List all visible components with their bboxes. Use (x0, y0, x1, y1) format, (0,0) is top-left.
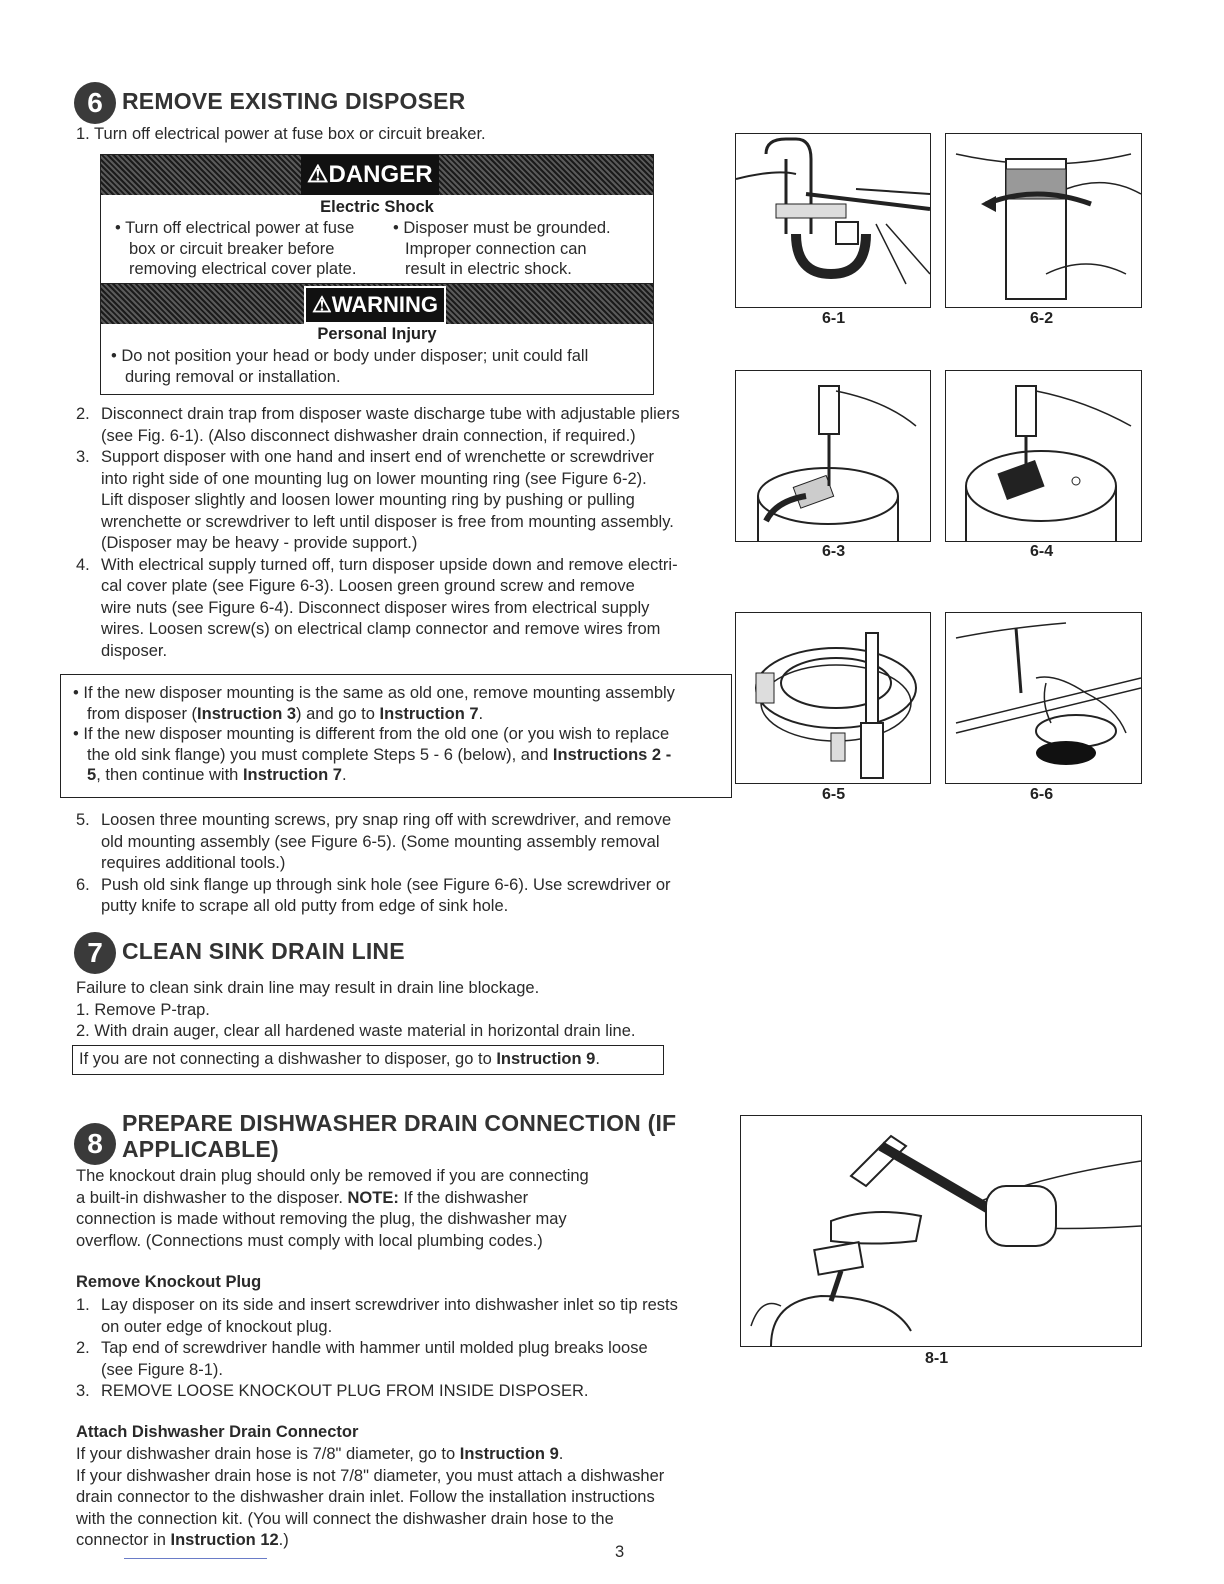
note-label: NOTE: (347, 1188, 399, 1207)
instruction-ref: Instruction 9 (459, 1445, 559, 1463)
note-span: ) and go to (296, 704, 380, 723)
warning-subtitle: Personal Injury (317, 325, 437, 343)
cover-plate-screwdriver-icon (736, 371, 930, 541)
step-number-7: 7 (74, 932, 116, 974)
section-8-title-line: PREPARE DISHWASHER DRAIN CONNECTION (IF (122, 1110, 677, 1136)
attach-line: with the connection kit. (You will connect the dishwasher drain hose to the (76, 1509, 614, 1528)
warning-box (100, 283, 654, 395)
step-line: (see Fig. 6-1). (Also disconnect dishwasher drain connection, if required.) (101, 426, 636, 445)
mounting-note-text (73, 683, 675, 786)
attach-line: If your dishwasher drain hose is not 7/8" diameter, you must attach a dishwasher (76, 1466, 665, 1485)
step-number: 3. (76, 1382, 90, 1400)
step-number: 5. (76, 811, 90, 829)
list-item (76, 447, 736, 555)
figure-8-1-illustration (740, 1115, 1142, 1347)
step-line: Lay disposer on its side and insert screwdriver into dishwasher inlet so tip rests (101, 1296, 678, 1314)
step-line: on outer edge of knockout plug. (101, 1317, 333, 1336)
step-number: 4. (76, 555, 90, 574)
warning-text (111, 346, 588, 387)
attach-line: drain connector to the dishwasher drain inlet. Follow the installation instructions (76, 1488, 655, 1506)
figure-label-6-6: 6-6 (1030, 786, 1054, 803)
intro-line (76, 1188, 589, 1210)
instruction-ref: 5 (87, 766, 97, 784)
note-line (73, 745, 675, 766)
instruction-ref: Instruction 3 (197, 704, 297, 723)
list-item (76, 1381, 736, 1403)
list-item (76, 1295, 736, 1338)
figure-label-6-3: 6-3 (822, 543, 846, 560)
list-item (76, 404, 736, 447)
section-7-title: CLEAN SINK DRAIN LINE (122, 938, 405, 964)
pliers-drain-trap-icon (736, 134, 930, 307)
intro-span: If the dishwasher (398, 1188, 529, 1207)
step-line: Lift disposer slightly and loosen lower mounting ring by pushing or pulling (101, 491, 635, 509)
section-8-title-line: APPLICABLE) (122, 1136, 279, 1162)
step-number: 2. (76, 405, 90, 423)
footer-rule (124, 1558, 267, 1559)
step-line: (Disposer may be heavy - provide support.) (101, 534, 418, 552)
step-line: wires. Loosen screw(s) on electrical clamp connector and remove wires from (101, 620, 661, 638)
figure-6-2-illustration (945, 133, 1142, 308)
step-line: requires additional tools.) (101, 854, 286, 872)
step-line: Push old sink flange up through sink hole (see Figure 6-6). Use screwdriver or (101, 875, 671, 894)
note-span: . (341, 766, 347, 784)
figure-label-6-1: 6-1 (822, 310, 846, 327)
attach-connector-text (76, 1444, 664, 1552)
attach-span: . (558, 1445, 564, 1463)
instruction-ref: Instruction 9 (496, 1050, 596, 1068)
mounting-note-box (60, 674, 732, 798)
figure-6-5-illustration (735, 612, 931, 784)
section-7-step-1: 1. Remove P-trap. (76, 1001, 210, 1019)
instruction-ref: Instruction 7 (242, 766, 342, 784)
step-line: disposer. (101, 641, 168, 660)
section-8-intro (76, 1166, 589, 1252)
danger-left-text (115, 218, 356, 280)
note-span: from disposer ( (87, 704, 198, 723)
section-8-title (122, 1110, 676, 1162)
ground-screw-icon (946, 371, 1141, 541)
figure-label-6-4: 6-4 (1030, 543, 1054, 560)
step-line: Tap end of screwdriver handle with hammer until molded plug breaks loose (101, 1339, 648, 1357)
step-line: putty knife to scrape all old putty from edge of sink hole. (101, 897, 509, 915)
step-line: into right side of one mounting lug on lower mounting ring (see Figure 6-2). (101, 469, 647, 488)
instruction-ref: Instruction 7 (379, 704, 479, 723)
intro-line: overflow. (Connections must comply with local plumbing codes.) (76, 1231, 543, 1250)
note-line (73, 704, 675, 725)
attach-line (76, 1444, 664, 1466)
step-line: wrenchette or screwdriver to left until disposer is free from mounting assembly. (101, 512, 674, 531)
danger-left-line: • Turn off electrical power at fuse (115, 219, 355, 237)
figure-6-6-illustration (945, 612, 1142, 784)
note-span: . (478, 704, 484, 723)
instruction-ref: Instruction 12 (170, 1531, 279, 1549)
step-line: (see Figure 8-1). (101, 1360, 223, 1379)
note-span: If you are not connecting a dishwasher to disposer, go to (79, 1050, 497, 1068)
note-span: , then continue with (96, 766, 243, 784)
figure-6-1-illustration (735, 133, 931, 308)
list-item (76, 555, 736, 663)
note-span: the old sink flange) you must complete Steps 5 - 6 (below), and (87, 745, 553, 764)
section-6-title: REMOVE EXISTING DISPOSER (122, 88, 466, 114)
danger-left-line: box or circuit breaker before (129, 239, 335, 258)
danger-right-line: • Disposer must be grounded. (393, 219, 611, 237)
figure-label-8-1: 8-1 (925, 1350, 949, 1367)
step-number: 2. (76, 1339, 90, 1357)
list-item (76, 875, 736, 918)
intro-line: connection is made without removing the plug, the dishwasher may (76, 1210, 567, 1228)
step-number: 3. (76, 448, 90, 466)
note-line (73, 765, 675, 786)
section-7-step-2: 2. With drain auger, clear all hardened waste material in horizontal drain line. (76, 1022, 636, 1040)
danger-badge: ⚠DANGER (301, 155, 439, 195)
attach-line (76, 1530, 664, 1552)
step-number: 6. (76, 875, 90, 894)
step-line: old mounting assembly (see Figure 6-5). (Some mounting assembly removal (101, 832, 660, 851)
warning-line: • Do not position your head or body under disposer; unit could fall (111, 347, 589, 365)
danger-right-line: Improper connection can (405, 239, 587, 258)
hammer-screwdriver-icon (741, 1116, 1141, 1346)
figure-6-4-illustration (945, 370, 1142, 542)
remove-knockout-plug-heading: Remove Knockout Plug (76, 1273, 262, 1291)
section-7-intro: Failure to clean sink drain line may result in drain line blockage. (76, 979, 540, 997)
list-item (76, 810, 736, 875)
danger-right-line: result in electric shock. (405, 260, 572, 278)
danger-right-text (393, 218, 611, 280)
attach-span: connector in (76, 1531, 171, 1549)
step-1-text: 1. Turn off electrical power at fuse box or circuit breaker. (76, 125, 486, 143)
figure-6-3-illustration (735, 370, 931, 542)
disposer-mounting-ring-icon (946, 134, 1141, 307)
warning-badge: ⚠WARNING (304, 286, 446, 324)
page-number: 3 (615, 1543, 625, 1561)
danger-left-line: removing electrical cover plate. (129, 260, 357, 278)
step-line: Support disposer with one hand and insert end of wrenchette or screwdriver (101, 448, 655, 466)
note-line: • If the new disposer mounting is different from the old one (or you wish to replace (73, 725, 670, 743)
step-number: 1. (76, 1296, 90, 1314)
note-line: • If the new disposer mounting is the same as old one, remove mounting assembly (73, 684, 675, 702)
step-line: Disconnect drain trap from disposer waste discharge tube with adjustable pliers (101, 405, 680, 423)
steps-2-4 (76, 404, 736, 662)
danger-box (100, 154, 654, 286)
note-span: . (595, 1050, 600, 1068)
instruction-ref: Instructions 2 - (552, 745, 672, 764)
attach-connector-heading: Attach Dishwasher Drain Connector (76, 1423, 359, 1441)
section-8-steps (76, 1295, 736, 1403)
step-line: REMOVE LOOSE KNOCKOUT PLUG FROM INSIDE DISPOSER. (101, 1382, 589, 1400)
step-number-6: 6 (74, 82, 116, 124)
step-number-8: 8 (74, 1123, 116, 1165)
step-line: With electrical supply turned off, turn disposer upside down and remove electri- (101, 555, 678, 574)
danger-subtitle: Electric Shock (320, 198, 434, 216)
step-line: wire nuts (see Figure 6-4). Disconnect disposer wires from electrical supply (101, 598, 650, 617)
attach-span: If your dishwasher drain hose is 7/8" diameter, go to (76, 1445, 460, 1463)
mounting-assembly-icon (736, 613, 930, 783)
dishwasher-note-box (72, 1045, 664, 1075)
warning-line: during removal or installation. (125, 367, 341, 386)
intro-line: The knockout drain plug should only be removed if you are connecting (76, 1167, 589, 1185)
figure-label-6-2: 6-2 (1030, 310, 1054, 327)
step-line: Loosen three mounting screws, pry snap ring off with screwdriver, and remove (101, 811, 672, 829)
sink-flange-icon (946, 613, 1141, 783)
intro-span: a built-in dishwasher to the disposer. (76, 1188, 348, 1207)
steps-5-6 (76, 810, 736, 918)
figure-label-6-5: 6-5 (822, 786, 846, 803)
list-item (76, 1338, 736, 1381)
attach-span: .) (278, 1531, 289, 1549)
step-line: cal cover plate (see Figure 6-3). Loosen green ground screw and remove (101, 577, 635, 595)
